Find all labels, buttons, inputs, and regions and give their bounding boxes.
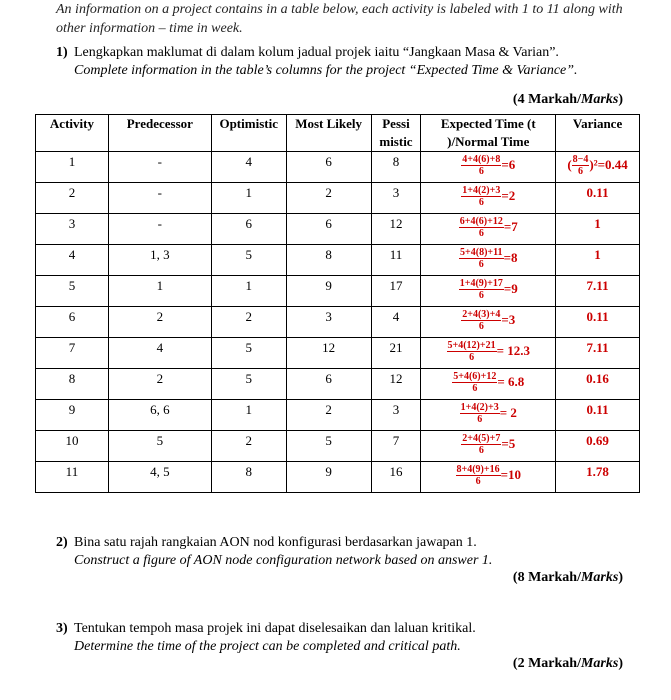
cell-optimistic: 6	[211, 214, 286, 245]
variance-numerator: 8−4	[572, 154, 589, 165]
fraction-numerator: 2+4(3)+4	[462, 309, 501, 320]
cell-optimistic: 4	[211, 152, 286, 183]
expected-time-result: = 12.3	[496, 343, 531, 358]
expected-time-result: =7	[503, 219, 518, 234]
cell-variance: 0.16	[556, 369, 640, 400]
cell-most-likely: 5	[286, 431, 371, 462]
fraction-numerator: 2+4(5)+7	[462, 433, 501, 444]
cell-most-likely: 6	[286, 214, 371, 245]
cell-activity: 9	[36, 400, 109, 431]
cell-variance: 0.11	[556, 307, 640, 338]
cell-variance: 1	[556, 245, 640, 276]
fraction-denominator: 6	[469, 352, 475, 363]
question-2-marks: (8 Markah/Marks)	[512, 570, 623, 585]
cell-expected-time	[421, 183, 556, 214]
question-3-number: 3)	[56, 621, 68, 636]
cell-predecessor: 1	[108, 276, 211, 307]
cell-expected-time	[421, 462, 556, 493]
cell-variance: 0.11	[556, 400, 640, 431]
cell-expected-time	[421, 276, 556, 307]
fraction-numerator: 8+4(9)+16	[456, 464, 500, 475]
fraction-denominator: 6	[475, 476, 481, 487]
header-pessimistic: Pessi mistic	[371, 115, 421, 152]
cell-predecessor: 4, 5	[108, 462, 211, 493]
cell-variance: 1	[556, 214, 640, 245]
question-2-number: 2)	[56, 535, 68, 550]
expected-time-fraction	[447, 340, 497, 363]
header-expected-time: Expected Time (t )/Normal Time	[421, 115, 556, 152]
expected-time-fraction	[460, 402, 500, 425]
question-1-number: 1)	[56, 45, 68, 60]
cell-activity: 2	[36, 183, 109, 214]
expected-time-fraction	[459, 278, 504, 301]
question-1	[56, 44, 578, 80]
fraction-denominator: 6	[478, 228, 484, 239]
table-row	[36, 307, 640, 338]
table-row	[36, 462, 640, 493]
expected-time-fraction	[452, 371, 497, 394]
cell-pessimistic: 12	[371, 214, 421, 245]
table-row	[36, 183, 640, 214]
cell-predecessor: 6, 6	[108, 400, 211, 431]
fraction-numerator: 5+4(12)+21	[447, 340, 496, 351]
cell-most-likely: 8	[286, 245, 371, 276]
cell-pessimistic: 8	[371, 152, 421, 183]
cell-pessimistic: 17	[371, 276, 421, 307]
expected-time-result: =3	[501, 312, 516, 327]
expected-time-result: = 6.8	[497, 374, 525, 389]
expected-time-result: =9	[503, 281, 518, 296]
cell-activity: 10	[36, 431, 109, 462]
header-most-likely: Most Likely	[286, 115, 371, 152]
cell-most-likely: 3	[286, 307, 371, 338]
cell-predecessor: 5	[108, 431, 211, 462]
cell-most-likely: 9	[286, 462, 371, 493]
expected-time-fraction	[461, 433, 501, 456]
cell-pessimistic: 4	[371, 307, 421, 338]
cell-activity: 6	[36, 307, 109, 338]
cell-activity: 3	[36, 214, 109, 245]
variance-fraction	[572, 154, 590, 177]
cell-predecessor: -	[108, 183, 211, 214]
cell-optimistic: 5	[211, 338, 286, 369]
cell-predecessor: 1, 3	[108, 245, 211, 276]
cell-variance	[556, 152, 640, 183]
fraction-numerator: 5+4(6)+12	[453, 371, 497, 382]
project-table	[35, 114, 640, 493]
cell-expected-time	[421, 431, 556, 462]
intro-text: An information on a project contains in a table below, each activity is labeled with 1 to 11 along with other information – time in week.	[56, 2, 623, 36]
cell-activity: 7	[36, 338, 109, 369]
question-1-malay: Lengkapkan maklumat di dalam kolum jadual projek iaitu “Jangkaan Masa & Varian”.	[74, 45, 559, 60]
cell-predecessor: -	[108, 214, 211, 245]
cell-pessimistic: 3	[371, 183, 421, 214]
question-2-malay: Bina satu rajah rangkaian AON nod konfigurasi berdasarkan jawapan 1.	[74, 535, 477, 550]
expected-time-result: =2	[501, 188, 516, 203]
fraction-denominator: 6	[478, 290, 484, 301]
cell-expected-time	[421, 369, 556, 400]
question-3-malay: Tentukan tempoh masa projek ini dapat diselesaikan dan laluan kritikal.	[74, 621, 476, 636]
cell-optimistic: 5	[211, 245, 286, 276]
expected-time-fraction	[461, 154, 501, 177]
expected-time-result: =6	[501, 157, 516, 172]
header-activity: Activity	[36, 115, 109, 152]
question-2-english: Construct a figure of AON node configuration network based on answer 1.	[74, 553, 493, 568]
question-3-english: Determine the time of the project can be completed and critical path.	[74, 639, 461, 654]
question-2	[56, 534, 492, 570]
table-row	[36, 245, 640, 276]
cell-predecessor: 2	[108, 369, 211, 400]
cell-pessimistic: 3	[371, 400, 421, 431]
fraction-denominator: 6	[477, 414, 483, 425]
expected-time-fraction	[461, 185, 501, 208]
cell-variance: 7.11	[556, 338, 640, 369]
cell-optimistic: 2	[211, 307, 286, 338]
fraction-numerator: 1+4(2)+3	[460, 402, 499, 413]
fraction-numerator: 4+4(6)+8	[462, 154, 501, 165]
question-3	[56, 620, 476, 656]
cell-pessimistic: 21	[371, 338, 421, 369]
header-optimistic: Optimistic	[211, 115, 286, 152]
variance-value: =0.44	[597, 157, 628, 172]
cell-expected-time	[421, 307, 556, 338]
expected-time-result: =10	[500, 467, 522, 482]
question-1-english: Complete information in the table’s columns for the project “Expected Time & Variance”.	[74, 63, 578, 78]
fraction-denominator: 6	[478, 321, 484, 332]
fraction-numerator: 6+4(6)+12	[459, 216, 503, 227]
cell-activity: 8	[36, 369, 109, 400]
cell-optimistic: 8	[211, 462, 286, 493]
cell-activity: 11	[36, 462, 109, 493]
expected-time-result: =8	[503, 250, 518, 265]
cell-predecessor: 4	[108, 338, 211, 369]
cell-expected-time	[421, 245, 556, 276]
fraction-denominator: 6	[478, 197, 484, 208]
table-row	[36, 369, 640, 400]
cell-variance: 0.69	[556, 431, 640, 462]
fraction-denominator: 6	[478, 166, 484, 177]
cell-most-likely: 12	[286, 338, 371, 369]
cell-activity: 5	[36, 276, 109, 307]
expected-time-result: =5	[501, 436, 516, 451]
cell-optimistic: 1	[211, 183, 286, 214]
variance-paren-close: )²	[589, 157, 598, 172]
table-row	[36, 152, 640, 183]
cell-expected-time	[421, 400, 556, 431]
cell-optimistic: 5	[211, 369, 286, 400]
table-row	[36, 214, 640, 245]
expected-time-fraction	[461, 309, 501, 332]
cell-optimistic: 1	[211, 400, 286, 431]
cell-most-likely: 6	[286, 369, 371, 400]
header-variance: Variance	[556, 115, 640, 152]
cell-most-likely: 2	[286, 400, 371, 431]
cell-expected-time	[421, 338, 556, 369]
question-3-marks: (2 Markah/Marks)	[512, 656, 623, 671]
table-row	[36, 431, 640, 462]
cell-variance: 7.11	[556, 276, 640, 307]
cell-most-likely: 6	[286, 152, 371, 183]
cell-most-likely: 9	[286, 276, 371, 307]
fraction-denominator: 6	[472, 383, 478, 394]
cell-pessimistic: 12	[371, 369, 421, 400]
cell-activity: 1	[36, 152, 109, 183]
expected-time-fraction	[459, 216, 504, 239]
fraction-denominator: 6	[478, 259, 484, 270]
variance-denominator: 6	[578, 166, 584, 177]
expected-time-fraction	[456, 464, 501, 487]
cell-pessimistic: 16	[371, 462, 421, 493]
table-row	[36, 276, 640, 307]
cell-variance: 0.11	[556, 183, 640, 214]
cell-predecessor: 2	[108, 307, 211, 338]
cell-pessimistic: 11	[371, 245, 421, 276]
header-predecessor: Predecessor	[108, 115, 211, 152]
cell-variance: 1.78	[556, 462, 640, 493]
variance-paren-open: (	[567, 157, 572, 172]
cell-optimistic: 2	[211, 431, 286, 462]
table-row	[36, 400, 640, 431]
expected-time-fraction	[459, 247, 504, 270]
cell-optimistic: 1	[211, 276, 286, 307]
cell-pessimistic: 7	[371, 431, 421, 462]
fraction-numerator: 1+4(2)+3	[462, 185, 501, 196]
fraction-numerator: 5+4(8)+11	[460, 247, 503, 258]
cell-most-likely: 2	[286, 183, 371, 214]
table-row	[36, 338, 640, 369]
cell-expected-time	[421, 214, 556, 245]
fraction-denominator: 6	[478, 445, 484, 456]
cell-activity: 4	[36, 245, 109, 276]
question-1-marks: (4 Markah/Marks)	[512, 92, 623, 107]
fraction-numerator: 1+4(9)+17	[459, 278, 503, 289]
table-header-row	[36, 115, 640, 152]
cell-expected-time	[421, 152, 556, 183]
cell-predecessor: -	[108, 152, 211, 183]
expected-time-result: = 2	[499, 405, 517, 420]
